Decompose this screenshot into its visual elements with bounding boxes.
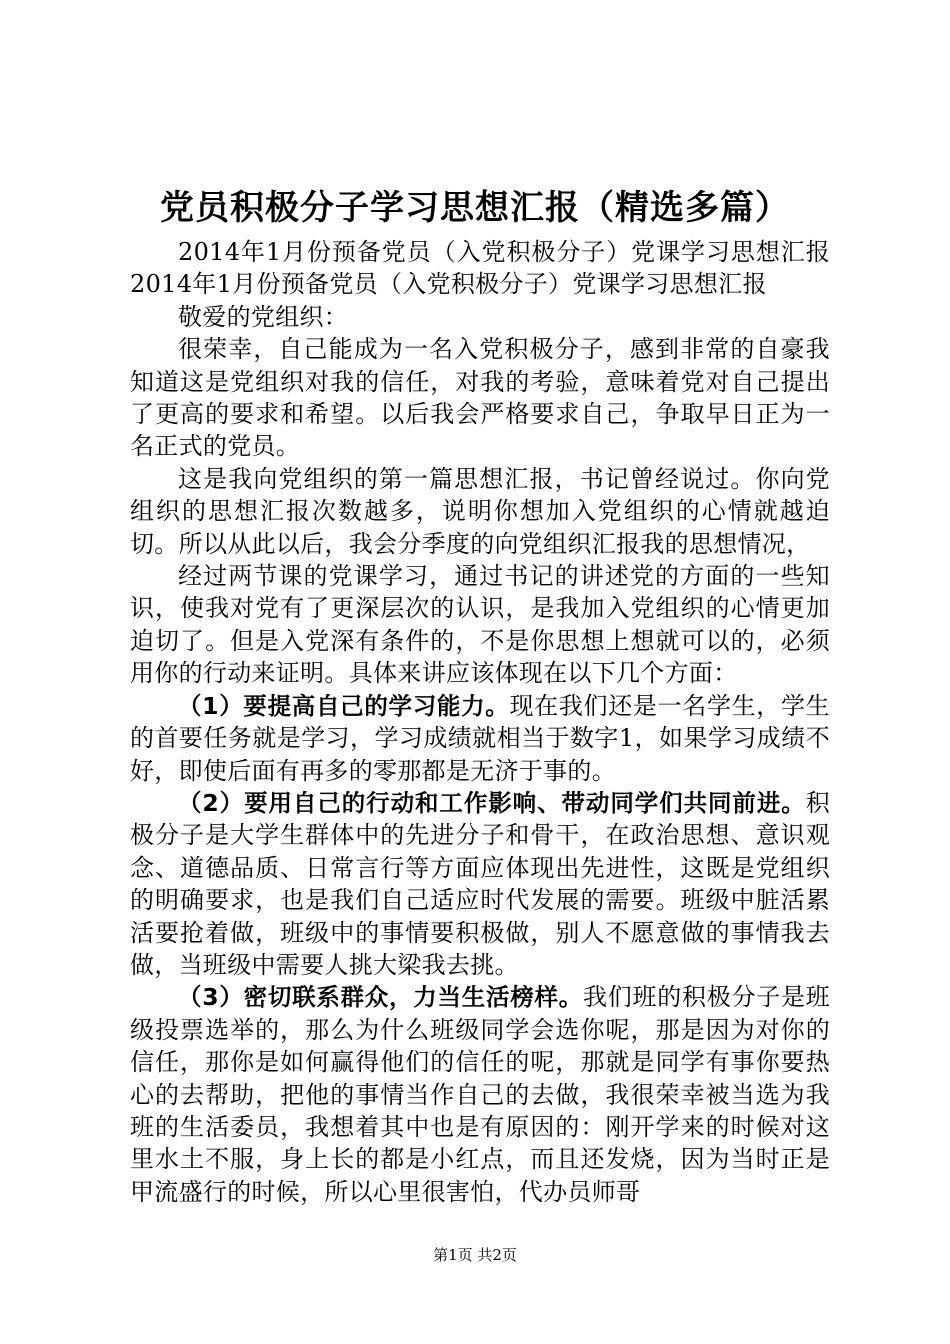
paragraph-text: 现在我们还是一名学生，学生的首要任务就是学习，学习成绩就相当于数字1，如果学习成绩不好，即使后面有再多的零那都是无济于事的。	[130, 691, 830, 785]
point-2	[130, 787, 830, 981]
point-heading: （1）要提高自己的学习能力。	[178, 691, 510, 720]
paragraph-text: 经过两节课的党课学习，通过书记的讲述党的方面的一些知识，使我对党有了更深层次的认识，是我加入党组织的心情更加迫切了。但是入党深有条件的，不是你思想上想就可以的，必须用你的行动来证明。具体来讲应该体现在以下几个方面：	[130, 562, 830, 688]
paragraph-4	[130, 463, 830, 560]
point-heading: （2）要用自己的行动和工作影响、带动同学们共同前进。	[178, 788, 806, 817]
point-heading: （3）密切联系群众，力当生活榜样。	[178, 983, 584, 1012]
point-1	[130, 690, 830, 787]
document-body	[130, 236, 830, 1208]
paragraph-5	[130, 560, 830, 690]
paragraph-text: 很荣幸，自己能成为一名入党积极分子，感到非常的自豪我知道这是党组织对我的信任，对我的考验，意味着党对自己提出了更高的要求和希望。以后我会严格要求自己，争取早日正为一名正式的党员。	[130, 335, 830, 461]
paragraph-text: 2014年1月份预备党员（入党积极分子）党课学习思想汇报2014年1月份预备党员（入党积极分子）党课学习思想汇报	[130, 238, 830, 299]
paragraph-text: 敬爱的党组织：	[178, 302, 349, 331]
salutation	[130, 301, 830, 333]
paragraph-text: 积极分子是大学生群体中的先进分子和骨干，在政治思想、意识观念、道德品质、日常言行等方面应体现出先进性，这既是党组织的明确要求，也是我们自己适应时代发展的需要。班级中脏活累活要抢着做，班级中的事情要积极做，别人不愿意做的事情我去做，当班级中需要人挑大梁我去挑。	[130, 788, 830, 979]
paragraph-1	[130, 236, 830, 301]
point-3	[130, 981, 830, 1208]
paragraph-text: 这是我向党组织的第一篇思想汇报，书记曾经说过。你向党组织的思想汇报次数越多，说明你想加入党组织的心情就越迫切。所以从此以后，我会分季度的向党组织汇报我的思想情况，	[130, 464, 830, 558]
paragraph-3	[130, 333, 830, 463]
document-title: 党员积极分子学习思想汇报（精选多篇）	[160, 188, 790, 228]
page-number: 第1页 共2页	[433, 1246, 517, 1264]
paragraph-text: 我们班的积极分子是班级投票选举的，那么为什么班级同学会选你呢，那是因为对你的信任，那你是如何赢得他们的信任的呢，那就是同学有事你要热心的去帮助，把他的事情当作自己的去做，我很荣幸被当选为我班的生活委员，我想着其中也是有原因的：刚开学来的时候对这里水土不服，身上长的都是小红点，而且还发烧，因为当时正是甲流盛行的时候，所以心里很害怕，代办员师哥	[130, 983, 831, 1206]
